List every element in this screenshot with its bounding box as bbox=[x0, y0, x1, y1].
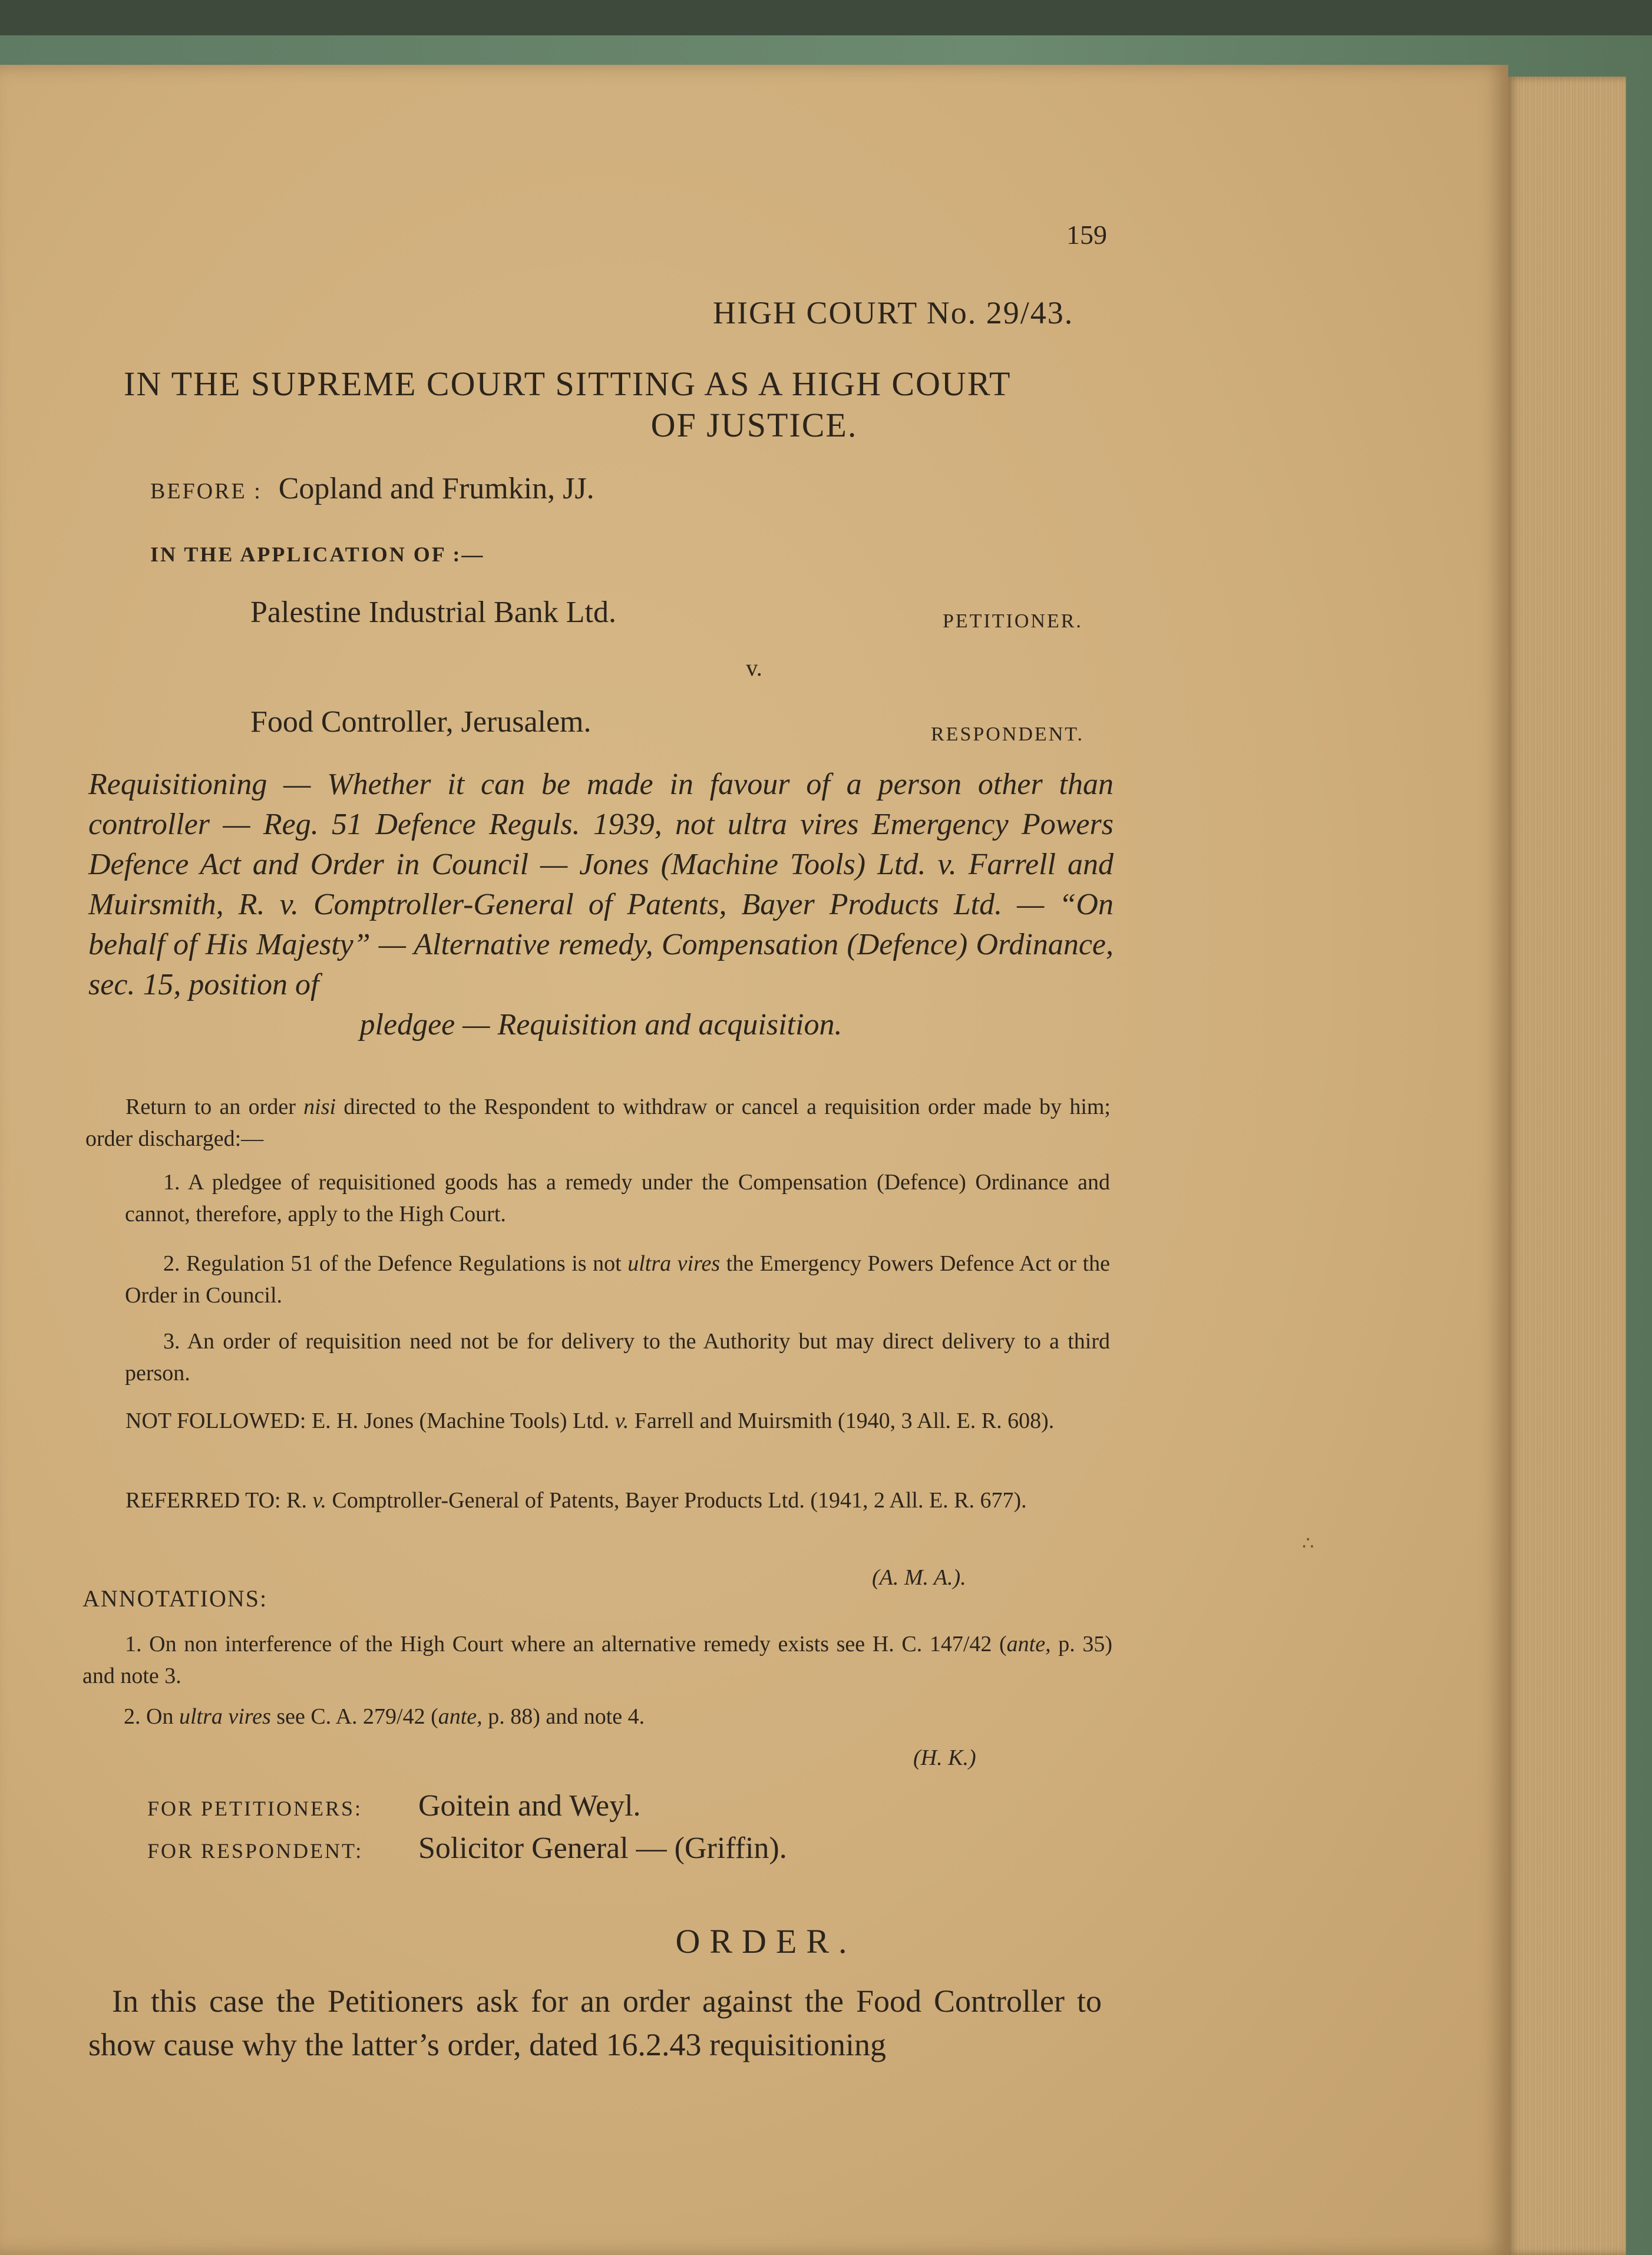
headnote bbox=[88, 765, 1114, 1045]
held-item-3: 3. An order of requisition need not be for delivery to the Authority but may direct delivery to a third person. bbox=[125, 1329, 1110, 1386]
counsel-petitioners bbox=[147, 1788, 641, 1823]
annotation-1-ante: ante, bbox=[1006, 1632, 1051, 1656]
intro-paragraph bbox=[85, 1091, 1111, 1155]
court-heading: IN THE SUPREME COURT SITTING AS A HIGH COURT bbox=[124, 365, 1012, 403]
petitioner-name: Palestine Industrial Bank Ltd. bbox=[250, 596, 617, 629]
page-edges bbox=[1508, 77, 1626, 2255]
headnote-body: Requisitioning — Whether it can be made in favour of a person other than controller — Reg. 51 Defence Reguls. 1939, not ultra vires Emergency Powers Defence Act and Order in Council — Jones (Machine Tools) Ltd. v. Farrell and Muirsmith, R. v. Comptroller-General of Patents, Bayer Products Ltd. — “On behalf of His Majesty” — Alternative remedy, Compensation (Defence) Ordinance, sec. 15, position of bbox=[88, 768, 1114, 1001]
held-item-1: 1. A pledgee of requisitioned goods has a remedy under the Compensation (Defence) Ordinance and cannot, therefore, apply to the High Court. bbox=[125, 1170, 1110, 1226]
referred-to-v: v. bbox=[312, 1488, 326, 1513]
referred-to-label: REFERRED TO: bbox=[125, 1488, 281, 1513]
before-line bbox=[150, 471, 594, 506]
annotation-item-2 bbox=[124, 1704, 645, 1730]
annotation-1-text-a: 1. On non interference of the High Court where an alternative remedy exists see H. C. 147/42 ( bbox=[125, 1632, 1007, 1656]
petitioner-label: PETITIONER. bbox=[943, 610, 1083, 632]
referred-to-text-b: Comptroller-General of Patents, Bayer Products Ltd. (1941, 2 All. E. R. 677). bbox=[326, 1488, 1027, 1513]
counsel-respondent-label: FOR RESPONDENT: bbox=[147, 1839, 364, 1863]
headnote-last-line: pledgee — Requisition and acquisition. bbox=[359, 1008, 842, 1041]
not-followed-label: NOT FOLLOWED: bbox=[125, 1408, 306, 1433]
annotations-heading: ANNOTATIONS: bbox=[82, 1585, 268, 1612]
respondent-name: Food Controller, Jerusalem. bbox=[250, 705, 592, 739]
referred-to bbox=[85, 1484, 1111, 1516]
held-2-text-a: 2. Regulation 51 of the Defence Regulations is not bbox=[163, 1251, 628, 1276]
paper-blemish: ∴ bbox=[1302, 1532, 1314, 1553]
annotation-2-text-b: see C. A. 279/42 ( bbox=[270, 1704, 438, 1729]
reporter-initials-am: (A. M. A.). bbox=[872, 1565, 966, 1590]
respondent-label: RESPONDENT. bbox=[931, 723, 1084, 745]
intro-text-b: directed to the Respondent to withdraw or cancel a requisition order made by him; order discharged:— bbox=[85, 1095, 1111, 1151]
annotation-2-text-c: p. 88) and note 4. bbox=[482, 1704, 645, 1729]
not-followed-text-a: E. H. Jones (Machine Tools) Ltd. bbox=[306, 1408, 615, 1433]
not-followed bbox=[85, 1405, 1111, 1437]
annotation-item-1 bbox=[82, 1628, 1112, 1692]
annotation-1-text-b: p. 35) and note 3. bbox=[82, 1632, 1112, 1688]
application-line: IN THE APPLICATION OF :— bbox=[150, 543, 485, 566]
annotation-2-ante: ante, bbox=[438, 1704, 483, 1729]
order-heading: ORDER. bbox=[675, 1922, 857, 1960]
before-label: BEFORE : bbox=[150, 479, 262, 504]
counsel-petitioners-label: FOR PETITIONERS: bbox=[147, 1797, 363, 1820]
order-text: In this case the Petitioners ask for an order against the Food Controller to show cause why the latter’s order, dated 16.2.43 requisitioning bbox=[88, 1983, 1102, 2062]
case-number: HIGH COURT No. 29/43. bbox=[713, 295, 1074, 330]
judges: Copland and Frumkin, JJ. bbox=[278, 472, 594, 505]
referred-to-text-a: R. bbox=[280, 1488, 313, 1513]
annotation-2-ultra-vires: ultra vires bbox=[179, 1704, 271, 1729]
intro-nisi: nisi bbox=[303, 1095, 336, 1119]
held-2-ultra-vires: ultra vires bbox=[627, 1251, 721, 1276]
counsel-respondent bbox=[147, 1831, 787, 1866]
page-number: 159 bbox=[1066, 220, 1107, 250]
held-item-2 bbox=[125, 1248, 1110, 1311]
reporter-initials-hk: (H. K.) bbox=[913, 1745, 976, 1770]
court-heading-continued: OF JUSTICE. bbox=[650, 406, 858, 444]
not-followed-v: v. bbox=[614, 1408, 629, 1433]
counsel-respondent-names: Solicitor General — (Griffin). bbox=[418, 1831, 787, 1865]
versus: v. bbox=[746, 654, 762, 681]
held-2-text-b: the Emergency Powers Defence Act or the Order in Council. bbox=[125, 1251, 1110, 1308]
counsel-petitioners-names: Goitein and Weyl. bbox=[418, 1789, 641, 1823]
not-followed-text-b: Farrell and Muirsmith (1940, 3 All. E. R. 608). bbox=[629, 1408, 1055, 1433]
annotation-2-text-a: 2. On bbox=[124, 1704, 179, 1729]
intro-text-a: Return to an order bbox=[125, 1095, 304, 1119]
